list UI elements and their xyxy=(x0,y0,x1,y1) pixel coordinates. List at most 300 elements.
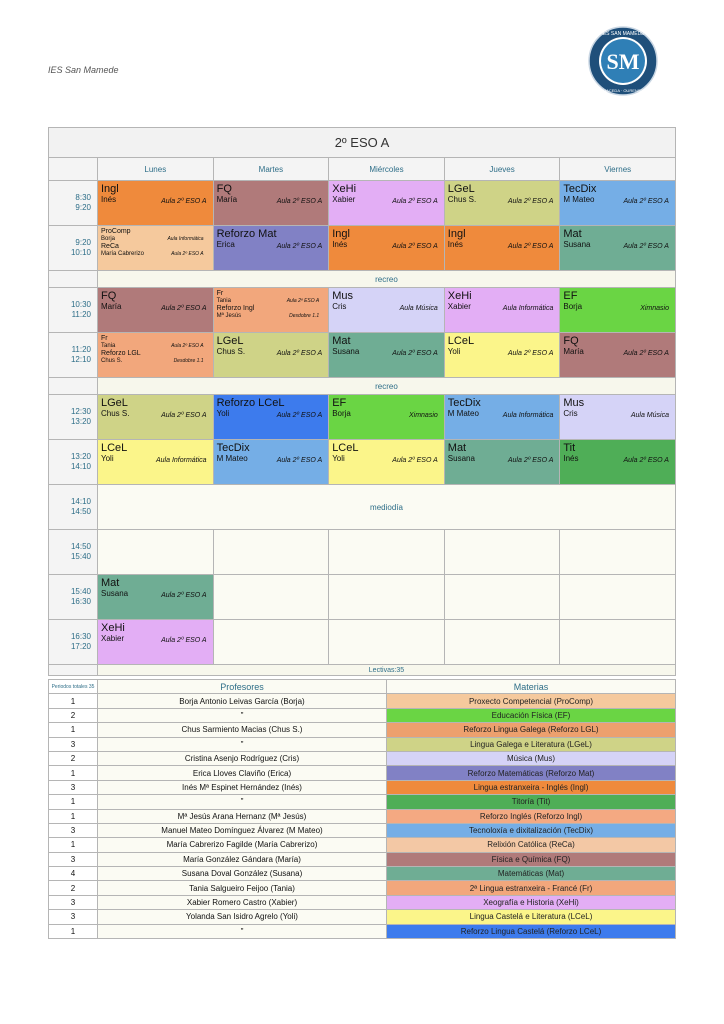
class-block[interactable] xyxy=(214,395,329,421)
split-line xyxy=(101,358,210,365)
empty-cell xyxy=(329,530,445,575)
legend-row xyxy=(49,924,676,938)
split-teacher: Tania xyxy=(216,298,231,304)
room-name: Aula 2º ESO A xyxy=(161,412,207,419)
class-block[interactable] xyxy=(329,181,444,207)
class-cell[interactable] xyxy=(213,181,329,226)
period-row xyxy=(49,485,676,530)
class-block[interactable] xyxy=(560,440,675,466)
periods-count: 2 xyxy=(49,751,98,765)
periods-count: 1 xyxy=(49,838,98,852)
split-teacher: Chus S. xyxy=(101,358,123,364)
class-block[interactable] xyxy=(329,288,444,314)
periods-count: 3 xyxy=(49,910,98,924)
room-name: Aula Música xyxy=(399,305,438,312)
legend-row xyxy=(49,766,676,780)
subject-code: EF xyxy=(563,290,578,302)
period-end: 12:10 xyxy=(70,355,91,364)
class-block[interactable] xyxy=(445,440,560,466)
teacher-name: M Mateo xyxy=(216,454,248,463)
room-name: Aula 2º ESO A xyxy=(161,305,207,312)
class-cell[interactable] xyxy=(444,181,560,226)
class-cell[interactable] xyxy=(329,333,445,378)
teacher-fullname: Mª Jesús Arana Hernanz (Mª Jesús) xyxy=(98,809,387,823)
period-end: 11:20 xyxy=(71,310,91,319)
break-label: recreo xyxy=(98,378,676,395)
class-cell[interactable] xyxy=(213,226,329,271)
room-name: Ximnasio xyxy=(640,305,669,312)
split-room: Desdobre 1.1 xyxy=(173,358,204,364)
periods-count: 1 xyxy=(49,766,98,780)
split-subject: Fr xyxy=(101,335,108,342)
teacher-fullname: Chus Sarmiento Macias (Chus S.) xyxy=(98,723,387,737)
profesores-header: Profesores xyxy=(98,680,387,694)
class-cell[interactable] xyxy=(560,288,676,333)
lectivas-corner xyxy=(49,665,98,676)
break-row xyxy=(49,378,676,395)
school-name: IES San Mamede xyxy=(48,65,119,75)
periods-count: 4 xyxy=(49,867,98,881)
room-name: Aula 2º ESO A xyxy=(623,198,669,205)
split-line xyxy=(217,305,326,313)
period-time xyxy=(49,226,98,271)
subject-fullname: Reforzo Inglés (Reforzo Ingl) xyxy=(387,809,676,823)
class-cell[interactable] xyxy=(329,288,445,333)
day-header-corner xyxy=(49,158,98,181)
legend-header-row xyxy=(49,680,676,694)
subject-fullname: Relixión Católica (ReCa) xyxy=(387,838,676,852)
legend-row xyxy=(49,780,676,794)
subject-fullname: Titoría (Tit) xyxy=(387,795,676,809)
class-cell[interactable] xyxy=(98,395,214,440)
logo-monogram: SM xyxy=(606,49,640,74)
teacher-name: Xabier xyxy=(101,634,125,643)
subject-fullname: Lingua Castelá e Literatura (LCeL) xyxy=(387,910,676,924)
class-block[interactable] xyxy=(98,575,213,601)
teacher-fullname: " xyxy=(98,708,387,722)
teacher-name: Borja xyxy=(332,409,351,418)
logo-ring-bottom: MACEDA · OURENSE xyxy=(602,88,644,93)
timetable xyxy=(48,127,676,676)
day-header: Viernes xyxy=(560,158,676,181)
teacher-name: M Mateo xyxy=(447,409,479,418)
subject-fullname: Tecnoloxía e dixitalización (TecDix) xyxy=(387,823,676,837)
room-name: Aula Informática xyxy=(156,457,207,464)
period-end: 9:20 xyxy=(75,203,91,212)
periods-count: 1 xyxy=(49,809,98,823)
legend-row xyxy=(49,708,676,722)
split-line xyxy=(101,343,210,350)
teacher-name: María xyxy=(563,347,584,356)
period-row xyxy=(49,181,676,226)
subject-fullname: Música (Mus) xyxy=(387,751,676,765)
class-cell[interactable] xyxy=(98,181,214,226)
subject-code: LCeL xyxy=(101,442,128,454)
legend-row xyxy=(49,809,676,823)
split-teacher: Tania xyxy=(101,343,116,349)
class-cell[interactable] xyxy=(444,288,560,333)
day-header: Jueves xyxy=(444,158,560,181)
class-cell[interactable] xyxy=(560,395,676,440)
period-start: 12:30 xyxy=(70,407,91,416)
periods-total-label: Periodos totales 35 xyxy=(49,680,98,694)
teacher-fullname: Inés Mª Espinet Hernández (Inés) xyxy=(98,780,387,794)
room-name: Aula 2º ESO A xyxy=(507,198,554,205)
teacher-fullname: " xyxy=(98,924,387,938)
split-subject: Reforzo Ingl xyxy=(216,305,255,312)
subject-fullname: Lingua Galega e Literatura (LGeL) xyxy=(387,737,676,751)
room-name: Aula 2º ESO A xyxy=(507,457,554,464)
teacher-name: Chus S. xyxy=(101,409,130,418)
room-name: Aula 2º ESO A xyxy=(507,243,554,250)
split-line xyxy=(101,350,210,358)
subject-code: Tit xyxy=(563,442,576,454)
materias-header: Materias xyxy=(387,680,676,694)
subject-code: EF xyxy=(332,397,347,409)
logo-ring-top: IES SAN MAMEDE xyxy=(601,31,645,37)
subject-code: XeHi xyxy=(101,622,125,634)
teacher-name: Inés xyxy=(332,240,348,249)
teacher-name: Yoli xyxy=(447,347,461,356)
room-name: Aula Informática xyxy=(502,305,554,312)
period-time xyxy=(49,288,98,333)
teacher-fullname: María González Gándara (María) xyxy=(98,852,387,866)
class-block[interactable] xyxy=(214,181,329,207)
subject-code: Ingl xyxy=(447,228,466,240)
split-line xyxy=(217,290,326,298)
teacher-name: María xyxy=(101,302,122,311)
class-block[interactable] xyxy=(560,395,675,421)
class-block[interactable] xyxy=(445,395,560,421)
room-name: Aula 2º ESO A xyxy=(276,457,323,464)
room-name: Aula Música xyxy=(630,412,669,419)
teacher-fullname: Tania Salgueiro Feijoo (Tania) xyxy=(98,881,387,895)
subject-code: Reforzo LCeL xyxy=(216,397,285,409)
teacher-name: María xyxy=(216,195,238,204)
class-block[interactable] xyxy=(98,333,213,367)
class-cell[interactable] xyxy=(444,395,560,440)
legend-row xyxy=(49,867,676,881)
subject-code: LCeL xyxy=(447,335,475,347)
period-row xyxy=(49,288,676,333)
legend-table xyxy=(48,679,676,939)
class-block[interactable] xyxy=(560,333,675,359)
subject-code: Mat xyxy=(563,228,582,240)
split-line xyxy=(217,313,326,320)
room-name: Aula 2º ESO A xyxy=(392,243,438,250)
period-end: 14:50 xyxy=(70,507,91,516)
teacher-name: Chus S. xyxy=(216,347,246,356)
class-cell[interactable] xyxy=(560,181,676,226)
class-cell[interactable] xyxy=(444,333,560,378)
class-block[interactable] xyxy=(329,226,444,252)
period-row xyxy=(49,530,676,575)
room-name: Aula 2º ESO A xyxy=(276,412,323,419)
class-block[interactable] xyxy=(214,226,329,252)
period-time xyxy=(49,620,98,665)
timetable-title: 2º ESO A xyxy=(49,128,676,158)
day-header: Miércoles xyxy=(329,158,445,181)
period-end: 14:10 xyxy=(70,462,91,471)
teacher-fullname: Manuel Mateo Domínguez Álvarez (M Mateo) xyxy=(98,823,387,837)
empty-cell xyxy=(560,620,676,665)
split-room: Desdobre 1.1 xyxy=(289,313,320,319)
teacher-fullname: Yolanda San Isidro Agrelo (Yoli) xyxy=(98,910,387,924)
period-end: 15:40 xyxy=(70,552,91,561)
room-name: Aula 2º ESO A xyxy=(161,592,207,599)
class-cell[interactable] xyxy=(560,333,676,378)
class-cell[interactable] xyxy=(98,333,214,378)
room-name: Aula 2º ESO A xyxy=(276,350,323,357)
class-block[interactable] xyxy=(98,181,213,207)
room-name: Aula 2º ESO A xyxy=(507,350,554,357)
class-block[interactable] xyxy=(445,333,560,359)
class-block[interactable] xyxy=(445,288,560,314)
period-end: 17:20 xyxy=(70,642,91,651)
periods-count: 1 xyxy=(49,694,98,708)
periods-count: 3 xyxy=(49,780,98,794)
subject-code: XeHi xyxy=(332,183,357,195)
period-time xyxy=(49,485,98,530)
period-start: 11:20 xyxy=(71,345,91,354)
legend-row xyxy=(49,838,676,852)
period-row xyxy=(49,620,676,665)
room-name: Aula 2º ESO A xyxy=(623,457,669,464)
legend-row xyxy=(49,737,676,751)
periods-count: 3 xyxy=(49,823,98,837)
empty-cell xyxy=(444,530,560,575)
empty-cell xyxy=(329,575,445,620)
period-row xyxy=(49,395,676,440)
class-block[interactable] xyxy=(445,181,560,207)
class-block[interactable] xyxy=(445,226,560,252)
teacher-name: Cris xyxy=(563,409,578,418)
class-block[interactable] xyxy=(98,620,213,646)
teacher-name: Borja xyxy=(563,302,583,311)
subject-code: TecDix xyxy=(563,183,597,195)
class-cell[interactable] xyxy=(560,226,676,271)
class-cell[interactable] xyxy=(560,440,676,485)
day-header-row xyxy=(49,158,676,181)
lectivas-total: Lectivas:35 xyxy=(98,665,676,676)
empty-cell xyxy=(329,620,445,665)
subject-fullname: Proxecto Competencial (ProComp) xyxy=(387,694,676,708)
split-teacher: Mª Jesús xyxy=(216,313,242,319)
class-cell[interactable] xyxy=(98,620,214,665)
class-cell[interactable] xyxy=(329,395,445,440)
periods-count: 3 xyxy=(49,895,98,909)
split-line xyxy=(217,298,326,305)
room-name: Ximnasio xyxy=(408,412,438,419)
class-cell[interactable] xyxy=(329,181,445,226)
class-block[interactable] xyxy=(560,181,675,207)
split-subject: Reforzo LGL xyxy=(101,350,141,357)
legend-row xyxy=(49,751,676,765)
class-block[interactable] xyxy=(214,288,329,322)
subject-code: TecDix xyxy=(216,442,250,454)
empty-cell xyxy=(560,575,676,620)
room-name: Aula 2º ESO A xyxy=(392,457,438,464)
teacher-name: Susana xyxy=(563,240,591,249)
class-block[interactable] xyxy=(329,395,444,421)
class-block[interactable] xyxy=(329,333,444,359)
period-row xyxy=(49,226,676,271)
class-cell[interactable] xyxy=(213,440,329,485)
class-cell[interactable] xyxy=(329,226,445,271)
split-subject: ProComp xyxy=(101,228,131,235)
room-name: Aula 2º ESO A xyxy=(276,243,323,250)
room-name: Aula 2º ESO A xyxy=(623,243,669,250)
subject-code: Mus xyxy=(563,397,585,409)
room-name: Aula 2º ESO A xyxy=(161,198,207,205)
period-row xyxy=(49,440,676,485)
period-end: 16:30 xyxy=(70,597,91,606)
period-time xyxy=(49,440,98,485)
split-teacher: Borja xyxy=(101,236,116,242)
split-subject: ReCa xyxy=(101,243,119,250)
teacher-fullname: María Cabrerizo Fagilde (María Cabrerizo) xyxy=(98,838,387,852)
class-block[interactable] xyxy=(560,226,675,252)
teacher-fullname: " xyxy=(98,737,387,751)
teacher-name: Inés xyxy=(563,454,579,463)
subject-code: FQ xyxy=(101,290,117,302)
empty-cell xyxy=(213,620,329,665)
legend-row xyxy=(49,881,676,895)
teacher-name: Inés xyxy=(101,195,117,204)
period-start: 10:30 xyxy=(70,300,91,309)
split-line xyxy=(101,228,210,236)
room-name: Aula 2º ESO A xyxy=(392,350,438,357)
legend-row xyxy=(49,795,676,809)
room-name: Aula 2º ESO A xyxy=(623,350,669,357)
teacher-name: Yoli xyxy=(216,409,230,418)
split-line xyxy=(101,236,210,243)
subject-fullname: Física e Química (FQ) xyxy=(387,852,676,866)
split-room: Aula 2º ESO A xyxy=(171,251,204,257)
class-cell[interactable] xyxy=(213,288,329,333)
class-cell[interactable] xyxy=(213,333,329,378)
teacher-name: Inés xyxy=(447,240,463,249)
break-label: recreo xyxy=(98,271,676,288)
split-line xyxy=(101,243,210,251)
break-time-cell xyxy=(49,378,98,395)
class-block[interactable] xyxy=(98,288,213,314)
class-block[interactable] xyxy=(214,333,329,359)
period-row xyxy=(49,575,676,620)
class-block[interactable] xyxy=(329,440,444,466)
class-cell[interactable] xyxy=(213,395,329,440)
subject-code: Mat xyxy=(101,577,120,589)
period-time xyxy=(49,395,98,440)
split-room: Aula Informática xyxy=(167,236,204,242)
split-line xyxy=(101,335,210,343)
period-row xyxy=(49,333,676,378)
period-start: 16:30 xyxy=(70,632,91,641)
empty-cell xyxy=(444,575,560,620)
subject-code: Mat xyxy=(447,442,467,454)
class-cell[interactable] xyxy=(98,226,214,271)
teacher-name: Susana xyxy=(101,589,129,598)
class-cell[interactable] xyxy=(329,440,445,485)
class-block[interactable] xyxy=(560,288,675,314)
class-block[interactable] xyxy=(98,226,213,260)
subject-fullname: Matemáticas (Mat) xyxy=(387,867,676,881)
subject-fullname: Lingua estranxeira - Inglés (Ingl) xyxy=(387,780,676,794)
period-start: 13:20 xyxy=(70,452,91,461)
split-room: Aula 2º ESO A xyxy=(171,343,204,349)
class-cell[interactable] xyxy=(98,288,214,333)
class-block[interactable] xyxy=(214,440,329,466)
period-end: 10:10 xyxy=(70,248,91,257)
periods-count: 1 xyxy=(49,723,98,737)
legend-row xyxy=(49,723,676,737)
period-start: 9:20 xyxy=(75,238,91,247)
subject-code: Reforzo Mat xyxy=(216,228,277,240)
break-time-cell xyxy=(49,271,98,288)
school-logo xyxy=(588,26,658,96)
subject-code: FQ xyxy=(216,183,232,195)
teacher-name: Xabier xyxy=(332,195,356,204)
period-time xyxy=(49,333,98,378)
subject-code: Mus xyxy=(332,290,353,302)
period-start: 15:40 xyxy=(70,587,91,596)
subject-code: LGeL xyxy=(101,397,128,409)
room-name: Aula 2º ESO A xyxy=(161,637,207,644)
periods-count: 2 xyxy=(49,708,98,722)
periods-count: 3 xyxy=(49,852,98,866)
room-name: Aula Informática xyxy=(502,412,554,419)
legend-row xyxy=(49,852,676,866)
teacher-name: Cris xyxy=(332,302,347,311)
lectivas-row xyxy=(49,665,676,676)
periods-count: 1 xyxy=(49,795,98,809)
periods-count: 1 xyxy=(49,924,98,938)
subject-fullname: Xeografía e Historia (XeHi) xyxy=(387,895,676,909)
class-cell[interactable] xyxy=(98,440,214,485)
period-time xyxy=(49,181,98,226)
legend-row xyxy=(49,823,676,837)
teacher-name: Susana xyxy=(332,347,360,356)
subject-code: Ingl xyxy=(332,228,350,240)
subject-code: LGeL xyxy=(216,335,244,347)
empty-cell xyxy=(560,530,676,575)
split-line xyxy=(101,251,210,258)
lunch-break: mediodía xyxy=(98,485,676,530)
subject-fullname: Educación Física (EF) xyxy=(387,708,676,722)
class-cell[interactable] xyxy=(98,575,214,620)
class-cell[interactable] xyxy=(444,226,560,271)
teacher-fullname: Borja Antonio Leivas García (Borja) xyxy=(98,694,387,708)
subject-fullname: Reforzo Matemáticas (Reforzo Mat) xyxy=(387,766,676,780)
teacher-name: Chus S. xyxy=(447,195,477,204)
legend-row xyxy=(49,895,676,909)
teacher-fullname: Erica Lloves Claviño (Erica) xyxy=(98,766,387,780)
teacher-fullname: Xabier Romero Castro (Xabier) xyxy=(98,895,387,909)
teacher-name: Yoli xyxy=(101,454,114,463)
teacher-fullname: " xyxy=(98,795,387,809)
split-teacher: María Cabrerizo xyxy=(101,251,145,257)
class-block[interactable] xyxy=(98,395,213,421)
class-block[interactable] xyxy=(98,440,213,466)
subject-code: FQ xyxy=(563,335,579,347)
legend-row xyxy=(49,910,676,924)
period-start: 14:50 xyxy=(70,542,91,551)
period-start: 14:10 xyxy=(70,497,91,506)
subject-code: XeHi xyxy=(447,290,472,302)
class-cell[interactable] xyxy=(444,440,560,485)
subject-fullname: Reforzo Lingua Castelá (Reforzo LCeL) xyxy=(387,924,676,938)
empty-cell xyxy=(213,530,329,575)
